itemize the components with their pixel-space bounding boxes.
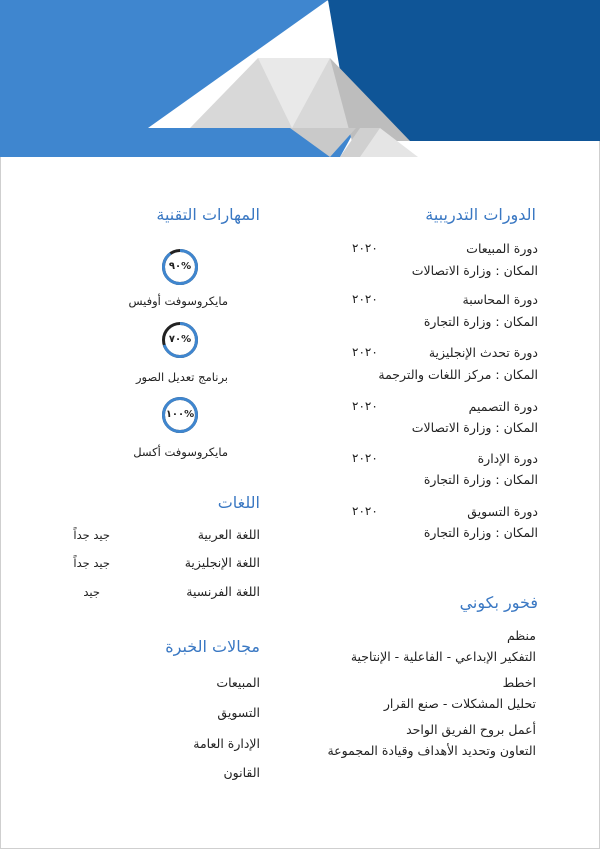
language-name: اللغة الإنجليزية: [184, 555, 260, 570]
skill-gauge: [161, 248, 199, 286]
course-year: ٢٠٢٠: [352, 451, 378, 465]
skill-gauge: [161, 396, 199, 434]
language-level: جيد جداً: [73, 556, 110, 570]
course-place: المكان : وزارة التجارة: [423, 525, 538, 540]
skill-percent: %١٠٠: [165, 409, 195, 420]
skill-percent: %٧٠: [168, 334, 192, 345]
experience-title: مجالات الخبرة: [165, 637, 260, 656]
language-level: جيد: [83, 585, 100, 599]
course-place: المكان : وزارة التجارة: [423, 472, 538, 487]
course-name: دورة تحدث الإنجليزية: [428, 345, 538, 360]
course-name: دورة التسويق: [467, 504, 538, 519]
proud-title: فخور بكوني: [459, 593, 538, 612]
course-year: ٢٠٢٠: [352, 241, 378, 255]
header-decoration: [0, 0, 600, 160]
experience-item: المبيعات: [216, 675, 260, 690]
language-name: اللغة العربية: [197, 527, 260, 542]
language-name: اللغة الفرنسية: [186, 584, 260, 599]
proud-detail: التفكير الإبداعي - الفاعلية - الإنتاجية: [350, 649, 536, 664]
experience-item: القانون: [223, 765, 260, 780]
skill-gauge: [161, 321, 199, 359]
course-year: ٢٠٢٠: [352, 399, 378, 413]
language-level: جيد جداً: [73, 528, 110, 542]
tech-skills-title: المهارات التقنية: [156, 205, 260, 224]
experience-item: التسويق: [217, 705, 260, 720]
proud-detail: التعاون وتحديد الأهداف وقيادة المجموعة: [327, 743, 536, 758]
course-name: دورة التصميم: [468, 399, 538, 414]
skill-label: برنامج تعديل الصور: [135, 370, 228, 384]
course-place: المكان : مركز اللغات والترجمة: [378, 367, 538, 382]
course-place: المكان : وزارة الاتصالات: [411, 420, 538, 435]
proud-head: منظم: [506, 628, 536, 643]
course-year: ٢٠٢٠: [352, 345, 378, 359]
experience-item: الإدارة العامة: [193, 736, 260, 751]
skill-label: مايكروسوفت أوفيس: [128, 294, 228, 308]
course-place: المكان : وزارة التجارة: [423, 314, 538, 329]
training-title: الدورات التدريبية: [425, 205, 536, 224]
course-year: ٢٠٢٠: [352, 292, 378, 306]
skill-percent: %٩٠: [168, 261, 192, 272]
course-name: دورة المحاسبة: [462, 292, 538, 307]
course-name: دورة الإدارة: [477, 451, 538, 466]
course-year: ٢٠٢٠: [352, 504, 378, 518]
proud-head: اخطط: [502, 675, 536, 690]
course-place: المكان : وزارة الاتصالات: [411, 263, 538, 278]
proud-detail: تحليل المشكلات - صنع القرار: [383, 696, 536, 711]
languages-title: اللغات: [217, 493, 260, 512]
proud-head: أعمل بروح الفريق الواحد: [406, 722, 536, 737]
skill-label: مايكروسوفت أكسل: [133, 445, 228, 459]
course-name: دورة المبيعات: [466, 241, 538, 256]
